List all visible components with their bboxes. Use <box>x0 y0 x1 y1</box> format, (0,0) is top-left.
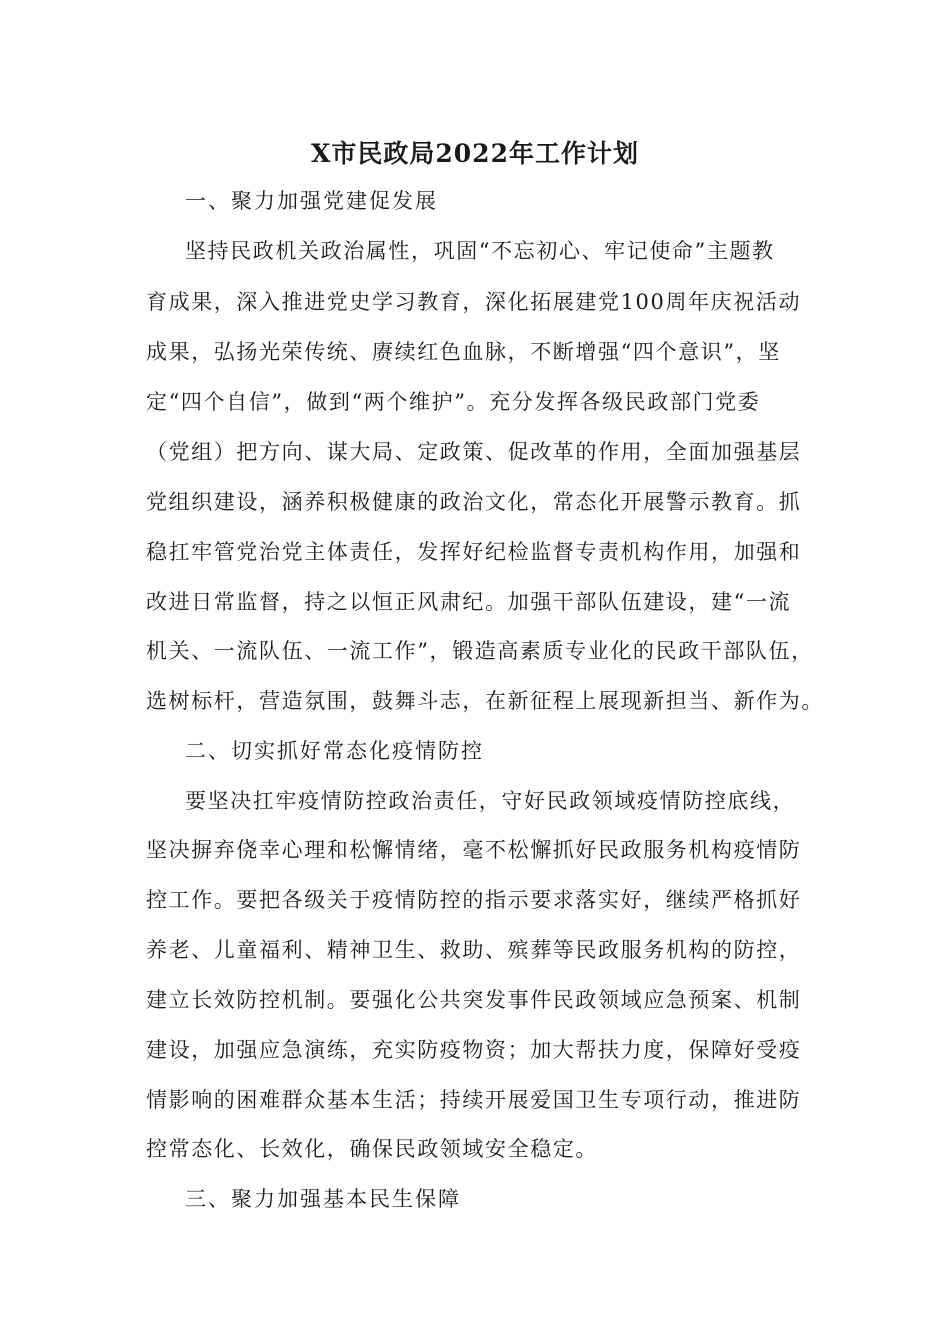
paragraph-line: 选树标杆，营造氛围，鼓舞斗志，在新征程上展现新担当、新作为。 <box>146 689 824 713</box>
paragraph-line: 定“四个自信”，做到“两个维护”。充分发挥各级民政部门党委 <box>146 390 761 414</box>
paragraph-line: 建设，加强应急演练，充实防疫物资；加大帮扶力度，保障好受疫 <box>146 1038 802 1062</box>
section-heading: 一、聚力加强党建促发展 <box>185 189 438 213</box>
document-title: X市民政局2022年工作计划 <box>311 139 639 168</box>
section-heading: 二、切实抓好常态化疫情防控 <box>185 739 484 763</box>
paragraph-line: 成果，弘扬光荣传统、赓续红色血脉，不断增强“四个意识”，坚 <box>146 340 781 364</box>
paragraph-line: 稳扛牢管党治党主体责任，发挥好纪检监督专责机构作用，加强和 <box>146 540 802 564</box>
section-heading: 三、聚力加强基本民生保障 <box>185 1187 461 1211</box>
paragraph-line: 情影响的困难群众基本生活；持续开展爱国卫生专项行动，推进防 <box>146 1088 802 1112</box>
paragraph-line: 党组织建设，涵养积极健康的政治文化，常态化开展警示教育。抓 <box>146 490 802 514</box>
paragraph-line: 要坚决扛牢疫情防控政治责任，守好民政领域疫情防控底线， <box>185 789 796 813</box>
paragraph-line: （党组）把方向、谋大局、定政策、促改革的作用，全面加强基层 <box>146 440 802 464</box>
paragraph-line: 改进日常监督，持之以恒正风肃纪。加强干部队伍建设，建“一流 <box>146 590 792 614</box>
paragraph-line: 坚决摒弃侥幸心理和松懈情绪，毫不松懈抓好民政服务机构疫情防 <box>146 838 802 862</box>
paragraph-line: 坚持民政机关政治属性，巩固“不忘初心、牢记使命”主题教 <box>185 239 775 263</box>
paragraph-line: 控工作。要把各级关于疫情防控的指示要求落实好，继续严格抓好 <box>146 888 802 912</box>
paragraph-line: 建立长效防控机制。要强化公共突发事件民政领域应急预案、机制 <box>146 988 802 1012</box>
paragraph-line: 机关、一流队伍、一流工作”，锻造高素质专业化的民政干部队伍， <box>146 639 814 663</box>
paragraph-line: 控常态化、长效化，确保民政领域安全稳定。 <box>146 1137 598 1161</box>
paragraph-line: 养老、儿童福利、精神卫生、救助、殡葬等民政服务机构的防控， <box>146 938 802 962</box>
paragraph-line: 育成果，深入推进党史学习教育，深化拓展建党100周年庆祝活动 <box>146 290 802 314</box>
